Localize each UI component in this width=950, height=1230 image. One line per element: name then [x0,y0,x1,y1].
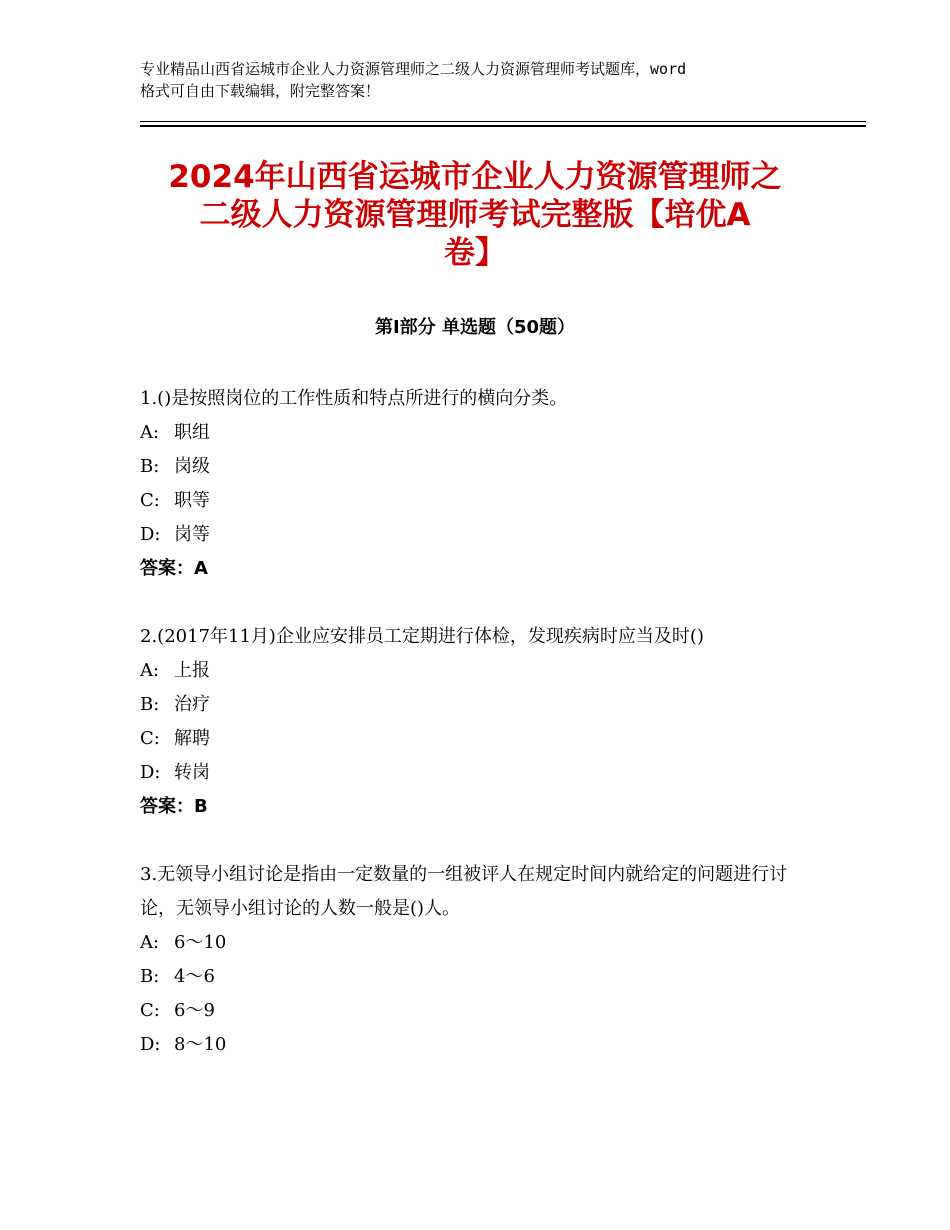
answer-line: 答案：B [140,796,208,817]
title-line-3: 卷】 [444,235,506,271]
option-text: 上报 [174,660,210,681]
option-letter: B: [140,966,160,987]
option-text: 岗等 [174,524,210,545]
option-c [140,994,820,1028]
option-letter: D: [140,524,161,545]
question-1 [140,382,820,586]
option-letter: C: [140,1000,160,1021]
option-d [140,1028,820,1062]
option-a [140,654,820,688]
option-b [140,960,820,994]
option-letter: B: [140,694,160,715]
header-note-line-2: 格式可自由下载编辑，附完整答案！ [140,82,381,100]
option-letter: D: [140,1034,161,1055]
option-text: 6～10 [174,932,227,953]
option-a [140,416,820,450]
option-c [140,484,820,518]
option-text: 职组 [174,422,210,443]
option-letter: D: [140,762,161,783]
option-letter: A: [140,422,160,443]
option-text: 4～6 [174,966,215,987]
option-text: 职等 [174,490,210,511]
document-title [100,158,850,272]
question-list [140,382,820,1096]
option-a [140,926,820,960]
section-heading: 第Ⅰ部分 单选题（50题） [374,317,575,338]
option-text: 解聘 [174,728,210,749]
option-letter: C: [140,490,160,511]
option-letter: B: [140,456,160,477]
question-stem: 3.无领导小组讨论是指由一定数量的一组被评人在规定时间内就给定的问题进行讨论，无领导小组讨论的人数一般是()人。 [140,864,788,919]
option-letter: A: [140,660,160,681]
option-b [140,450,820,484]
header-divider-thin [140,121,866,122]
option-text: 6～9 [174,1000,215,1021]
answer-line: 答案：A [140,558,208,579]
question-stem: 2.(2017年11月)企业应安排员工定期进行体检，发现疾病时应当及时() [140,626,704,647]
option-b [140,688,820,722]
option-d [140,756,820,790]
header-note [140,58,830,102]
option-d [140,518,820,552]
option-letter: C: [140,728,160,749]
question-stem: 1.()是按照岗位的工作性质和特点所进行的横向分类。 [140,388,568,409]
option-c [140,722,820,756]
option-text: 转岗 [174,762,210,783]
header-divider-thick [140,125,866,127]
title-line-1: 2024年山西省运城市企业人力资源管理师之 [168,159,782,195]
header-note-line-1: 专业精品山西省运城市企业人力资源管理师之二级人力资源管理师考试题库，word [140,60,687,78]
option-text: 8～10 [174,1034,227,1055]
option-text: 岗级 [174,456,210,477]
title-line-2: 二级人力资源管理师考试完整版【培优A [199,197,751,233]
option-text: 治疗 [174,694,210,715]
question-3 [140,858,820,1062]
option-letter: A: [140,932,160,953]
question-2 [140,620,820,824]
